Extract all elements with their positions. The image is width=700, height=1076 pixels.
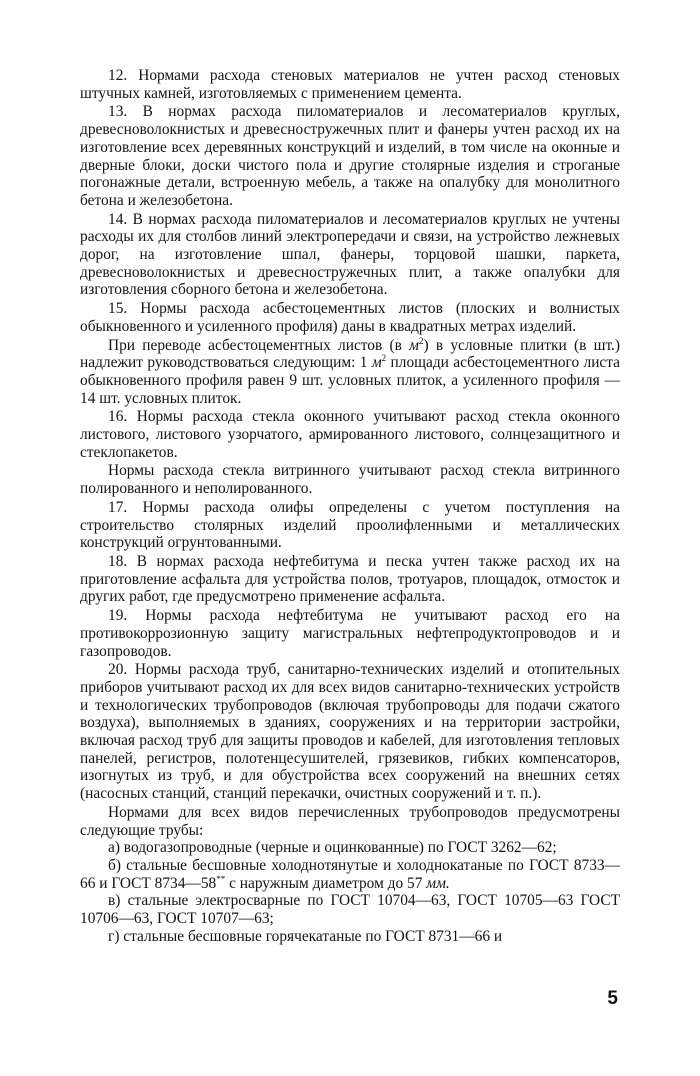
footnote-mark: ** [216,873,226,884]
paragraph-17: 17. Нормы расхода олифы определены с учетом поступления на строительство столярных изделий проолифленными и металлических конструкций огрунтованными. [80,498,620,552]
unit-square-meter: м [409,336,419,354]
unit-exponent-2: 2 [381,353,387,364]
conversion-text-start: При переводе асбестоцементных листов (в [108,336,410,354]
list-item-c: в) стальные электросварные по ГОСТ 10704—63, ГОСТ 10705—63 ГОСТ 10706—63, ГОСТ 10707—63; [80,892,620,928]
paragraph-13: 13. В нормах расхода пиломатериалов и лесоматериалов круглых, древесноволокнистых и древесностружечных плит и фанеры учтен расход их на изготовление всех деревянных конструкций и изделий, в том числе на оконные и дверные блоки, доски чистого пола и другие столярные изделия и строганые погонажные детали, встроенную мебель, а также на опалубку для монолитного бетона и железобетона. [80,103,620,209]
paragraph-20: 20. Нормы расхода труб, санитарно-технических изделий и отопительных приборов учитывают расход их для всех видов санитарно-технических устройств и технологических трубопроводов (включая трубопроводы для подачи сжатого воздуха), выполняемых в зданиях, сооружениях и на территории застройки, включая расход труб для защиты проводов и кабелей, для изготовления тепловых панелей, регистров, полотенцесушителей, грязевиков, гибких компенсаторов, изогнутых из труб, и для обустройства всех сооружений на внешних сетях (насосных станций, станций перекачки, очистных сооружений и т. п.). [80,661,620,803]
unit-exponent: 2 [418,335,424,346]
conversion-text-middle: ) в условные плитки (в шт.) надлежит руководствоваться следующим: 1 [80,336,620,372]
list-item-d: г) стальные бесшовные горячекатаные по ГОСТ 8731—66 и [108,927,503,945]
paragraph-16-showcase-glass: Нормы расхода стекла витринного учитывают расход стекла витринного полированного и неполированного. [80,462,620,498]
document-body [80,66,620,945]
paragraph-12: 12. Нормами расхода стеновых материалов не учтен расход стеновых штучных камней, изготовляемых с применением цемента. [80,67,620,102]
unit-millimeter: мм. [426,874,450,892]
list-item-b-diameter: с наружным диаметром до 57 [225,874,427,892]
paragraph-15-conversion [80,337,620,408]
list-item-a: а) водогазопроводные (черные и оцинкованные) по ГОСТ 3262—62; [108,839,557,857]
paragraph-16: 16. Нормы расхода стекла оконного учитывают расход стекла оконного листового, листового узорчатого, армированного листового, солнцезащитного и стеклопакетов. [80,408,620,461]
conversion-text-end: площади асбестоцементного листа обыкновенного профиля равен 9 шт. условных плиток, а усиленного профиля — 14 шт. условных плиток. [80,354,621,407]
paragraph-18: 18. В нормах расхода нефтебитума и песка учтен также расход их на приготовление асфальта для устройства полов, тротуаров, площадок, отмосток и других работ, где предусмотрено применение асфальта. [80,552,620,606]
paragraph-20-pipes-intro: Нормами для всех видов перечисленных трубопроводов предусмотрены следующие трубы: [80,803,620,839]
paragraph-15: 15. Нормы расхода асбестоцементных листов (плоских и волнистых обыкновенного и усиленного профиля) даны в квадратных метрах изделий. [80,300,620,335]
page-number: 5 [607,988,618,1009]
list-item-b-text: б) стальные бесшовные холоднотянутые и холоднокатаные по ГОСТ 8733—66 и ГОСТ 8734—58 [80,856,620,892]
list-item-b [80,857,620,892]
paragraph-19: 19. Нормы расхода нефтебитума не учитывают расход его на противокоррозионную защиту магистральных нефтепродуктопроводов и и газопроводов. [80,607,620,660]
unit-square-meter-2: м [371,354,382,372]
paragraph-14: 14. В нормах расхода пиломатериалов и лесоматериалов круглых не учтены расходы их для столбов линий электропередачи и связи, на устройство лежневых дорог, на изготовление шпал, фанеры, торцовой шашки, паркета, древесноволокнистых и древесностружечных плит, а также опалубки для изготовления сборного бетона и железобетона. [80,210,620,299]
